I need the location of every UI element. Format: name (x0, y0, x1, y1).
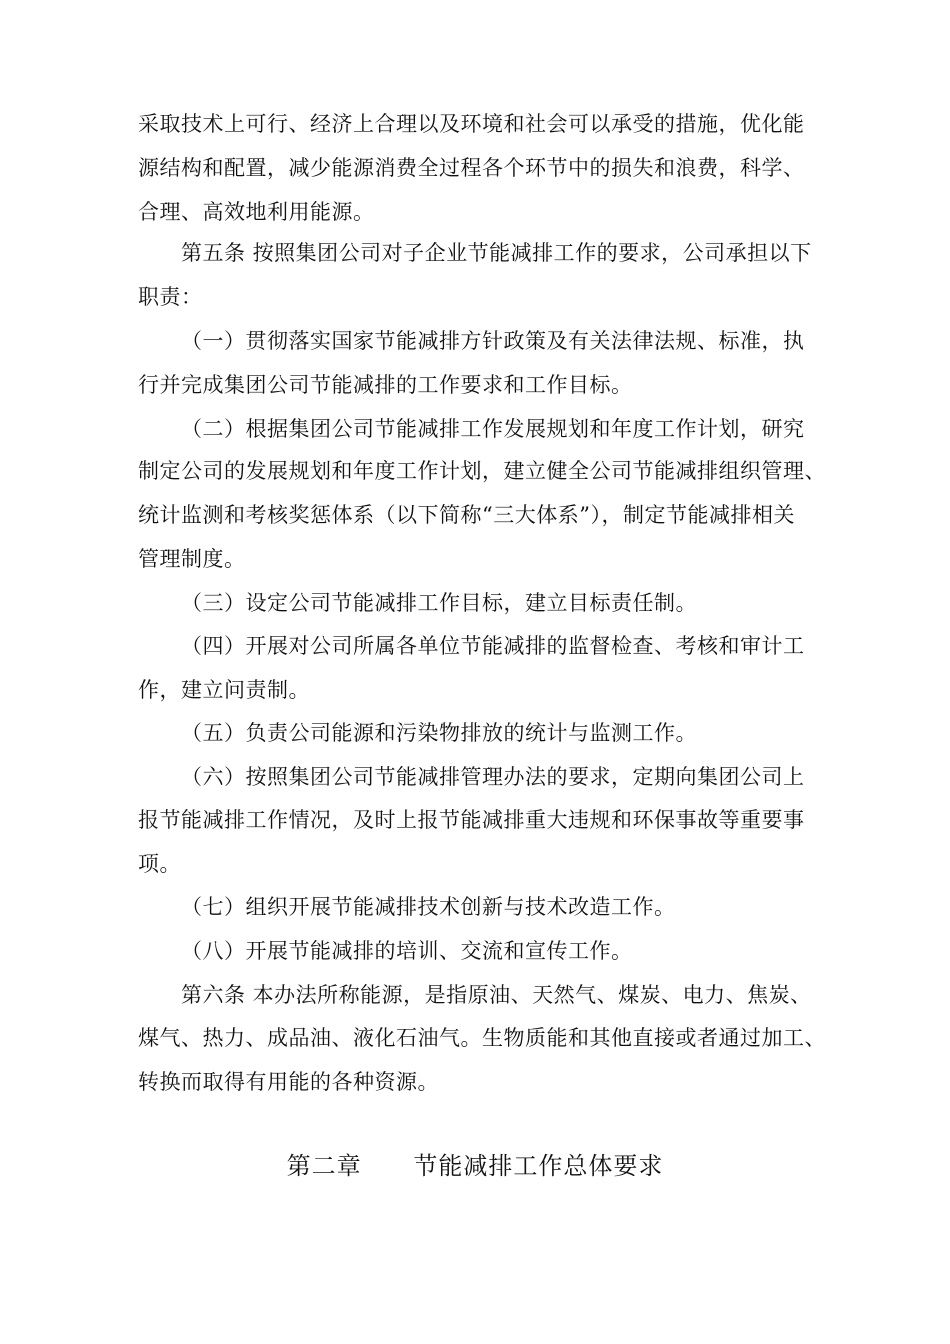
body-text-line: 报节能减排工作情况，及时上报节能减排重大违规和环保事故等重要事 (138, 808, 805, 832)
item-6-line: （六）按照集团公司节能减排管理办法的要求，定期向集团公司上 (181, 765, 805, 789)
body-text-line: 采取技术上可行、经济上合理以及环境和社会可以承受的措施，优化能 (138, 112, 805, 136)
body-text-line: 职责： (138, 285, 203, 309)
article-6-heading-line: 第六条 本办法所称能源，是指原油、天然气、煤炭、电力、焦炭、 (181, 983, 812, 1007)
item-5-line: （五）负责公司能源和污染物排放的统计与监测工作。 (181, 721, 697, 745)
body-text-line: 合理、高效地利用能源。 (138, 200, 375, 224)
body-text-line: 作，建立问责制。 (138, 678, 310, 702)
article-5-heading-line: 第五条 按照集团公司对子企业节能减排工作的要求，公司承担以下 (181, 241, 812, 265)
body-text-line: 行并完成集团公司节能减排的工作要求和工作目标。 (138, 373, 633, 397)
item-8-line: （八）开展节能减排的培训、交流和宣传工作。 (181, 939, 633, 963)
body-text-line: 转换而取得有用能的各种资源。 (138, 1070, 439, 1094)
body-text-line: 统计监测和考核奖惩体系（以下简称“三大体系”），制定节能减排相关 (138, 503, 795, 527)
item-2-line: （二）根据集团公司节能减排工作发展规划和年度工作计划，研究 (181, 417, 805, 441)
body-text-line: 制定公司的发展规划和年度工作计划，建立健全公司节能减排组织管理、 (138, 459, 826, 483)
body-text-line: 煤气、热力、成品油、液化石油气。生物质能和其他直接或者通过加工、 (138, 1026, 826, 1050)
item-3-line: （三）设定公司节能减排工作目标，建立目标责任制。 (181, 591, 697, 615)
item-4-line: （四）开展对公司所属各单位节能减排的监督检查、考核和审计工 (181, 634, 805, 658)
chapter-title: 第二章 节能减排工作总体要求 (286, 1152, 664, 1180)
body-text-line: 源结构和配置，减少能源消费全过程各个环节中的损失和浪费，科学、 (138, 156, 805, 180)
body-text-line: 项。 (138, 852, 181, 876)
body-text-line: 管理制度。 (138, 547, 246, 571)
item-7-line: （七）组织开展节能减排技术创新与技术改造工作。 (181, 895, 676, 919)
item-1-line: （一）贯彻落实国家节能减排方针政策及有关法律法规、标准，执 (181, 329, 805, 353)
